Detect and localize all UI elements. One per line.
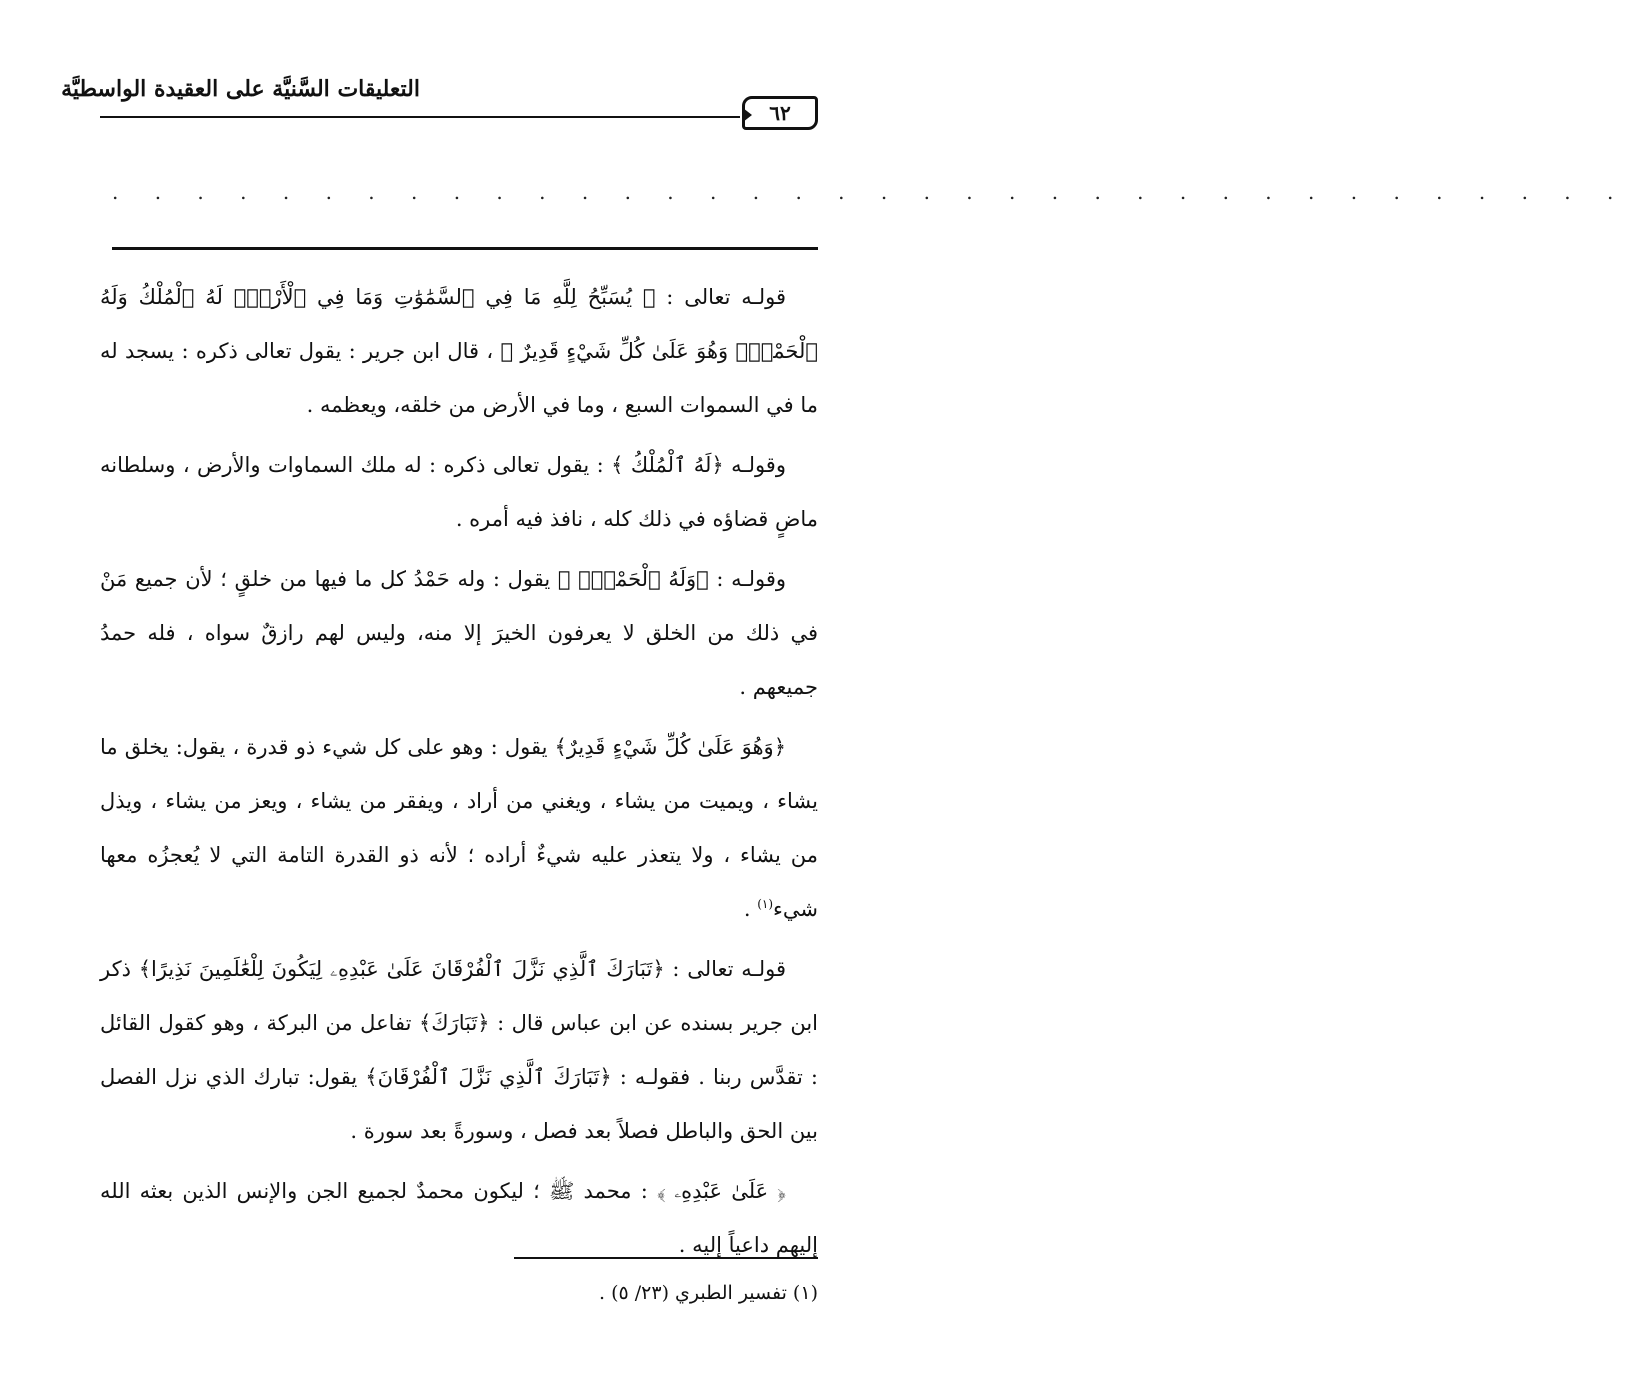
footnote-rule xyxy=(514,1257,818,1259)
footnote-reference: (١) xyxy=(757,897,774,911)
footnote: (١) تفسير الطبري (٢٣/ ٥) . xyxy=(599,1282,818,1304)
paragraph-5: قولـه تعالى : ﴿تَبَارَكَ ٱلَّذِي نَزَّلَ ٱلْفُرْقَانَ عَلَىٰ عَبْدِهِۦ لِيَكُونَ لِلْعَٰلَمِينَ نَذِيرًا﴾ ذكر ابن جرير بسنده عن ابن عباس قال : ﴿تَبَارَكَ﴾ تفاعل من البركة ، وهو كقول القائل : تقدَّس ربنا . فقولـه : ﴿تَبَارَكَ ٱلَّذِي نَزَّلَ ٱلْفُرْقَانَ﴾ يقول: تبارك الذي نزل الفصل بين الحق والباطل فصلاً بعد فصل ، وسورةً بعد سورة . xyxy=(100,957,818,1143)
running-header-title: التعليقات السَّنيَّة على العقيدة الواسطيَّة xyxy=(61,76,420,102)
paragraph-1: قولـه تعالى : ﴿ يُسَبِّحُ لِلَّهِ مَا فِي ٱلسَّمَٰوَٰتِ وَمَا فِي ٱلْأَرْضِۖ لَهُ ٱلْمُلْكُ وَلَهُ ٱلْحَمْدُۖ وَهُوَ عَلَىٰ كُلِّ شَيْءٍ قَدِيرٌ ﴾ ، قال ابن جرير : يقول تعالى ذكره : يسجد له ما في السموات السبع ، وما في الأرض من خلقه، ويعظمه . xyxy=(100,285,818,417)
separator-dots: . . . . . . . . . . . . . . . . . . . . . . . . . . . . . . . . . . . . xyxy=(112,180,1628,204)
header-rule xyxy=(100,116,740,118)
paragraph-4-end: . xyxy=(743,897,758,921)
paragraph-6: ﴿ عَلَىٰ عَبْدِهِۦ ﴾ : محمد ﷺ ؛ ليكون محمدٌ لجميع الجن والإنس الذين بعثه الله إليهم داعياً إليه . xyxy=(100,1179,818,1257)
page-number: ٦٢ xyxy=(742,96,818,130)
main-text xyxy=(100,270,818,1278)
paragraph-4 xyxy=(100,720,818,936)
paragraph-4-text: ﴿وَهُوَ عَلَىٰ كُلِّ شَيْءٍ قَدِيرٌ﴾ يقول : وهو على كل شيء ذو قدرة ، يقول: يخلق ما يشاء ، ويميت من يشاء ، ويغني من أراد ، ويفقر من يشاء ، ويعز من يشاء ، ويذل من يشاء ، ولا يتعذر عليه شيءٌ أراده ؛ لأنه ذو القدرة التامة التي لا يُعجزُه معها شيء xyxy=(100,735,818,921)
paragraph-3: وقولـه : ﴿وَلَهُ ٱلْحَمْدُۖ ﴾ يقول : وله حَمْدُ كل ما فيها من خلقٍ ؛ لأن جميع مَنْ في ذلك من الخلق لا يعرفون الخيرَ إلا منه، وليس لهم رازقٌ سواه ، فله حمدُ جميعهم . xyxy=(100,567,818,699)
top-rule xyxy=(112,247,818,250)
paragraph-2: وقولـه ﴿لَهُ ٱلْمُلْكُ ﴾ : يقول تعالى ذكره : له ملك السماوات والأرض ، وسلطانه ماضٍ قضاؤه في ذلك كله ، نافذ فيه أمره . xyxy=(100,453,818,531)
